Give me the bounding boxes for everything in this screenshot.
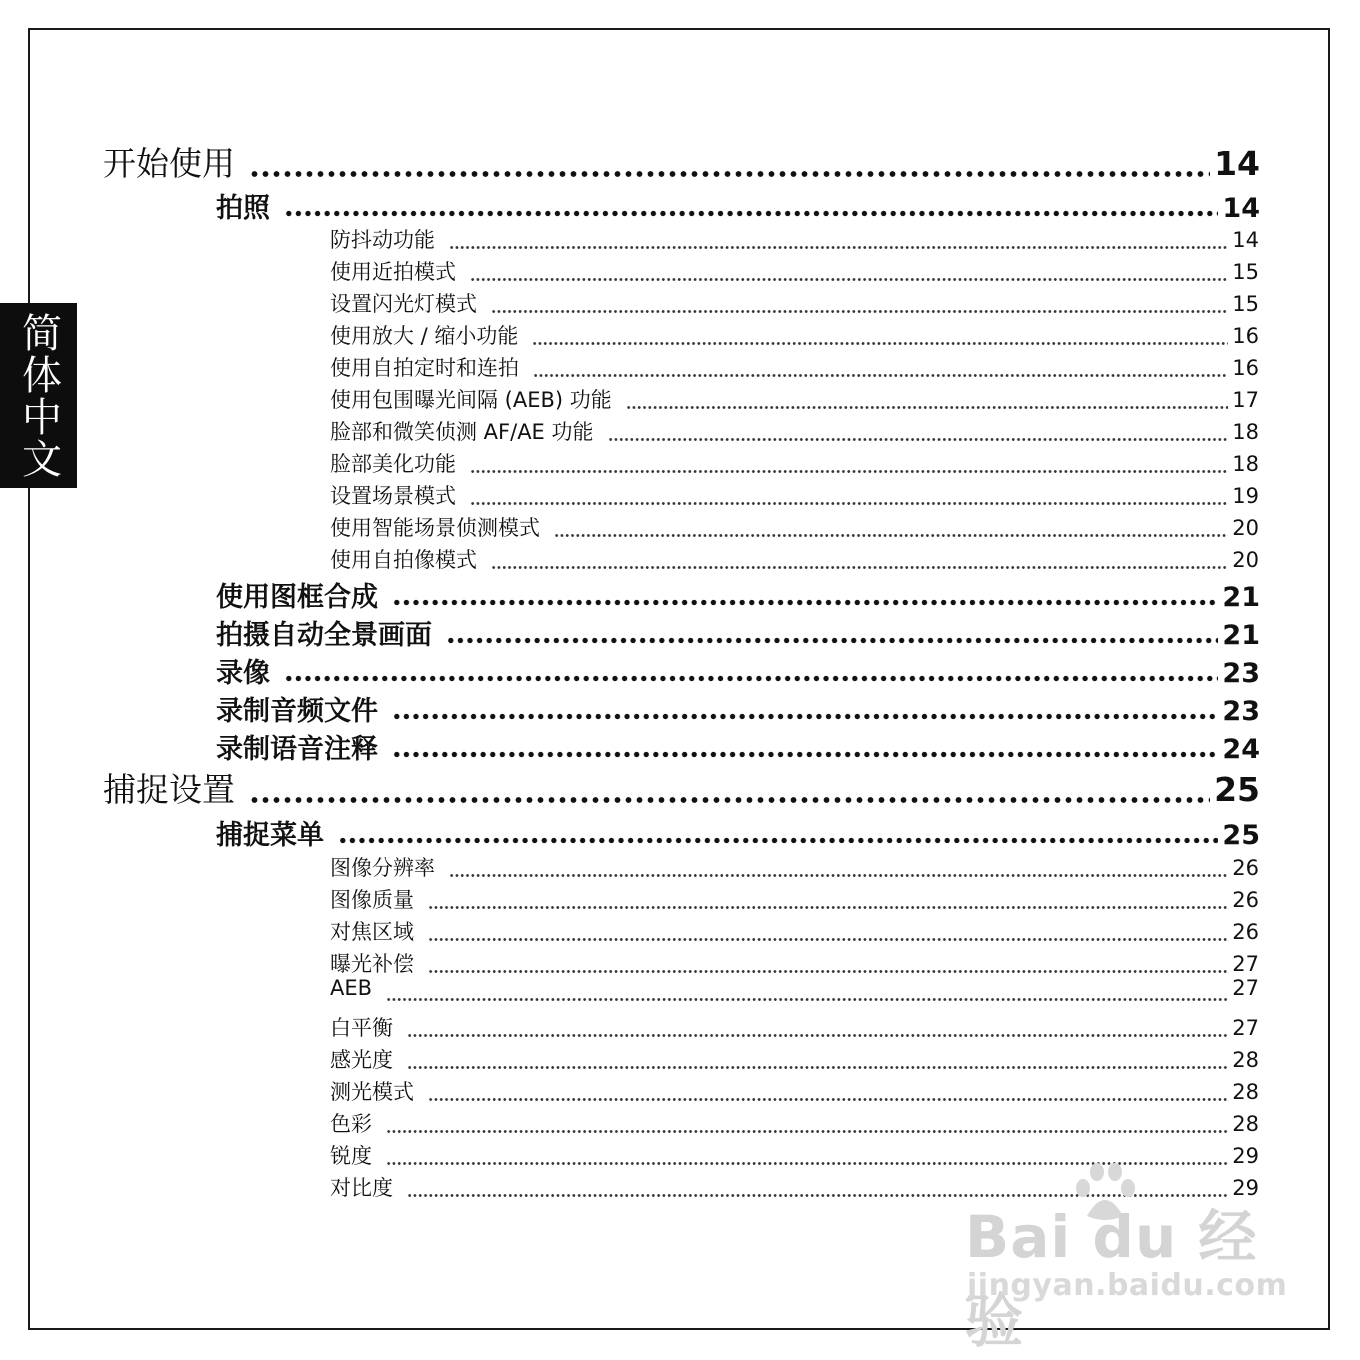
toc-entry-title: 使用自拍像模式: [330, 548, 477, 572]
toc-entry-title: 使用图框合成: [216, 582, 378, 611]
toc-entry-page-number: 21: [1222, 582, 1260, 611]
dot-leader: [470, 485, 1228, 506]
dot-leader: [428, 921, 1228, 942]
toc-entry: [330, 224, 1259, 254]
toc-entry: [330, 416, 1259, 446]
toc-entry-title: 脸部和微笑侦测 AF/AE 功能: [330, 420, 594, 444]
dot-leader: [392, 693, 1218, 720]
toc-entry-title: 捕捉菜单: [216, 820, 324, 849]
toc-entry-title: 白平衡: [330, 1016, 393, 1040]
dot-leader: [533, 357, 1228, 378]
toc-entry: [330, 1108, 1259, 1138]
toc-entry-page-number: 29: [1232, 1176, 1259, 1200]
dot-leader: [428, 953, 1228, 974]
toc-entry: [330, 976, 1259, 1006]
toc-entry-page-number: 24: [1222, 734, 1260, 763]
dot-leader: [284, 190, 1218, 217]
dot-leader: [249, 145, 1210, 178]
toc-entry: [330, 916, 1259, 946]
dot-leader: [386, 981, 1228, 1002]
toc-entry-title: 使用放大 / 缩小功能: [330, 324, 519, 348]
toc-entry-title: 脸部美化功能: [330, 452, 456, 476]
toc-entry-title: 对比度: [330, 1176, 393, 1200]
toc-entry: [216, 651, 1260, 687]
toc-entry: [216, 613, 1260, 649]
watermark-url: jingyan.baidu.com: [967, 1268, 1288, 1303]
toc-entry-page-number: 29: [1232, 1144, 1259, 1168]
toc-entry-page-number: 23: [1222, 696, 1260, 725]
dot-leader: [470, 453, 1228, 474]
toc-entry-page-number: 25: [1222, 820, 1260, 849]
dot-leader: [449, 229, 1228, 250]
dot-leader: [392, 731, 1218, 758]
dot-leader: [249, 771, 1210, 804]
dot-leader: [407, 1017, 1228, 1038]
toc-entry-page-number: 26: [1232, 856, 1259, 880]
toc-entry-title: 使用近拍模式: [330, 260, 456, 284]
toc-entry-page-number: 16: [1232, 356, 1259, 380]
toc-entry-page-number: 28: [1232, 1080, 1259, 1104]
toc-entry-page-number: 26: [1232, 920, 1259, 944]
toc-entry-title: 使用自拍定时和连拍: [330, 356, 519, 380]
toc-entry: [330, 352, 1259, 382]
toc-entry: [330, 256, 1259, 286]
toc-entry-page-number: 27: [1232, 976, 1259, 1000]
toc-entry-title: 录制音频文件: [216, 696, 378, 725]
toc-entry-page-number: 14: [1232, 228, 1259, 252]
toc-entry-page-number: 17: [1232, 388, 1259, 412]
dot-leader: [491, 549, 1228, 570]
toc-entry: [216, 689, 1260, 725]
dot-leader: [386, 1113, 1228, 1134]
toc-entry: [330, 480, 1259, 510]
toc-entry: [330, 948, 1259, 978]
toc-entry-title: 设置场景模式: [330, 484, 456, 508]
toc-entry-title: 设置闪光灯模式: [330, 292, 477, 316]
language-tab-label: 简体中文: [15, 311, 62, 480]
toc-entry-title: 感光度: [330, 1048, 393, 1072]
toc-entry-page-number: 23: [1222, 658, 1260, 687]
toc-entry-page-number: 18: [1232, 420, 1259, 444]
toc-entry-page-number: 16: [1232, 324, 1259, 348]
dot-leader: [626, 389, 1228, 410]
toc-entry-title: 拍照: [216, 193, 270, 222]
toc-entry-page-number: 27: [1232, 952, 1259, 976]
toc-entry-title: 图像质量: [330, 888, 414, 912]
toc-entry-title: 曝光补偿: [330, 952, 414, 976]
dot-leader: [446, 617, 1218, 644]
dot-leader: [470, 261, 1228, 282]
dot-leader: [491, 293, 1228, 314]
toc-entry: [330, 448, 1259, 478]
toc-entry: [216, 575, 1260, 611]
toc-entry: [103, 764, 1260, 810]
dot-leader: [554, 517, 1228, 538]
toc-entry-title: 色彩: [330, 1112, 372, 1136]
toc-entry-title: 图像分辨率: [330, 856, 435, 880]
toc-entry: [103, 138, 1260, 184]
toc-entry-page-number: 18: [1232, 452, 1259, 476]
toc-entry: [330, 1044, 1259, 1074]
dot-leader: [407, 1049, 1228, 1070]
toc-entry-title: 锐度: [330, 1144, 372, 1168]
toc-entry-title: 开始使用: [103, 144, 235, 183]
toc-entry-title: 录像: [216, 658, 270, 687]
toc-entry: [330, 1076, 1259, 1106]
toc-entry-page-number: 19: [1232, 484, 1259, 508]
dot-leader: [608, 421, 1229, 442]
toc-entry-page-number: 21: [1222, 620, 1260, 649]
dot-leader: [338, 817, 1218, 844]
toc-entry-page-number: 14: [1214, 144, 1260, 183]
watermark-brand: Bai du 经验: [965, 1203, 1258, 1355]
dot-leader: [284, 655, 1218, 682]
toc-entry: [216, 813, 1260, 849]
dot-leader: [428, 1081, 1228, 1102]
toc-entry: [330, 852, 1259, 882]
toc-entry: [216, 186, 1260, 222]
toc-entry-page-number: 27: [1232, 1016, 1259, 1040]
dot-leader: [392, 579, 1218, 606]
toc-entry-title: 拍摄自动全景画面: [216, 620, 432, 649]
toc-entry: [330, 1012, 1259, 1042]
toc-entry-title: 测光模式: [330, 1080, 414, 1104]
toc-entry: [330, 320, 1259, 350]
toc-entry-title: 使用智能场景侦测模式: [330, 516, 540, 540]
toc-entry-page-number: 15: [1232, 292, 1259, 316]
toc-entry-title: 防抖动功能: [330, 228, 435, 252]
toc-entry-page-number: 20: [1232, 516, 1259, 540]
dot-leader: [428, 889, 1228, 910]
toc-entry: [330, 884, 1259, 914]
dot-leader: [532, 325, 1228, 346]
toc-entry-title: 对焦区域: [330, 920, 414, 944]
toc-entry: [330, 512, 1259, 542]
toc-entry: [216, 727, 1260, 763]
toc-entry: [330, 384, 1259, 414]
toc-entry-page-number: 28: [1232, 1112, 1259, 1136]
toc-entry: [330, 544, 1259, 574]
toc-entry-title: AEB: [330, 976, 373, 1000]
toc-entry-page-number: 25: [1214, 770, 1260, 809]
dot-leader: [449, 857, 1228, 878]
toc-entry-title: 使用包围曝光间隔 (AEB) 功能: [330, 388, 612, 412]
toc-entry-title: 录制语音注释: [216, 734, 378, 763]
toc-entry-page-number: 28: [1232, 1048, 1259, 1072]
toc-entry-page-number: 14: [1222, 193, 1260, 222]
toc-entry-page-number: 20: [1232, 548, 1259, 572]
toc-entry-page-number: 15: [1232, 260, 1259, 284]
toc-entry: [330, 288, 1259, 318]
toc-entry-page-number: 26: [1232, 888, 1259, 912]
toc-entry-title: 捕捉设置: [103, 770, 235, 809]
watermark-logo: [965, 1190, 1288, 1355]
